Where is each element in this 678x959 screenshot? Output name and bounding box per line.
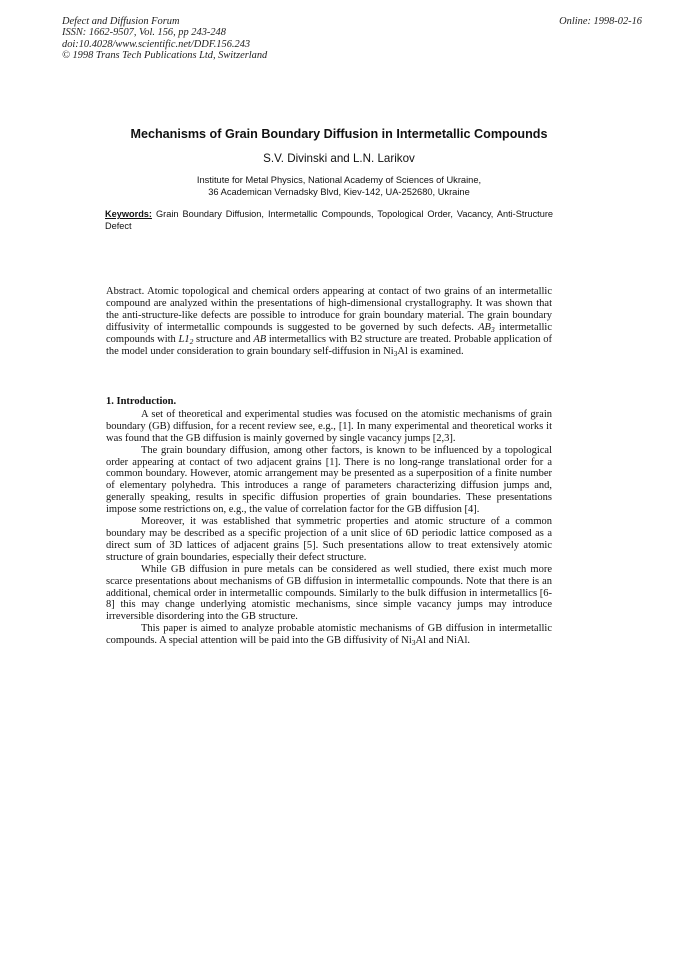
online-date: Online: 1998-02-16 — [559, 16, 642, 27]
abstract-text-2: intermetallic compounds with — [106, 321, 553, 345]
intro-paragraph-2: The grain boundary diffusion, among other factors, is known to be influenced by a topological order appearing at contact of two adjacent grains [1]. There is no long-range translational order for a common boundary. However, atomic arrangement may be presented as a superposition of a finite number of elementary polyhedra. This introduces a range of parameters characterizing diffusion jumps and, generally speaking, results in specific diffusion properties of grain boundaries. These presentations impose some restrictions on, e.g., the value of correlation factor for the GB diffusion [4]. — [106, 444, 552, 516]
intro-paragraph-1: A set of theoretical and experimental studies was focused on the atomistic mechanisms of grain boundary (GB) diffusion, for a recent review see, e.g., [1]. In many experimental and theoretical works it was found that the GB diffusion is mainly governed by single vacancy jumps [2,3]. — [106, 408, 552, 444]
abstract-text-1: Abstract. Atomic topological and chemical orders appearing at contact of two grains of an intermetallic compound are analyzed within the presentations of high-dimensional crystallography. It was shown that the anti-structure-like defects are possible to introduce for grain boundary material. The grain boundary diffusivity of intermetallic compounds is suggested to be governed by such defects. — [106, 286, 552, 333]
formula-l12: $L1_2$ — [178, 333, 194, 346]
introduction-section — [106, 396, 552, 647]
affiliation-line-2: 36 Academican Vernadsky Blvd, Kiev-142, UA-252680, Ukraine — [208, 186, 470, 197]
intro-paragraph-5: This paper is aimed to analyze probable atomistic mechanisms of GB diffusion in intermetallic compounds. A special attention will be paid into the GB diffusivity of $Ni_3Al$ and NiAl. — [106, 623, 552, 648]
affiliation-line-1: Institute for Metal Physics, National Academy of Sciences of Ukraine, — [196, 175, 482, 185]
journal-name: Defect and Diffusion Forum — [62, 16, 180, 27]
paper-authors: S.V. Divinski and L.N. Larikov — [263, 152, 415, 165]
abstract-text-4: intermetallics with B2 structure are treated. Probable application of the model under consideration to grain boundary self-diffusion in Ni — [106, 333, 552, 357]
paper-title: Mechanisms of Grain Boundary Diffusion in Intermetallic Compounds — [130, 127, 548, 141]
publication-metadata — [62, 16, 267, 61]
keywords-label: Keywords: — [105, 209, 152, 219]
abstract-paragraph — [106, 286, 552, 357]
doi-line: doi:10.4028/www.scientific.net/DDF.156.243 — [62, 38, 251, 50]
intro-paragraph-3: Moreover, it was established that symmetric properties and atomic structure of a common boundary may be described as a specific projection of a unit slice of 6D periodic lattice composed as a direct sum of 3D lattices of adjacent grains [5]. Such presentations allow to treat extensively atomic structure of grain boundaries, especially their defect structure. — [106, 516, 552, 563]
intro-paragraph-4: While GB diffusion in pure metals can be considered as well studied, there exist much more scarce presentations about mechanisms of GB diffusion in intermetallic compounds. Note that there is an additional, chemical order in intermetallic compounds. Similarly to the bulk diffusion in intermetallics [6-8] this may change underlying atomistic mechanisms, since simple vacancy jumps may introduce irreversible disordering into the GB structure. — [106, 563, 552, 623]
keywords-block — [105, 209, 553, 232]
formula-ab3: $AB_3$ — [478, 321, 495, 334]
copyright-line: © 1998 Trans Tech Publications Ltd, Switzerland — [62, 49, 268, 61]
abstract-text-3: structure and — [196, 333, 251, 345]
abstract — [106, 286, 552, 357]
section-heading: 1. Introduction. — [106, 396, 177, 407]
formula-ab: AB — [253, 333, 267, 345]
abstract-text-5: Al is examined. — [397, 345, 464, 357]
keywords-list: Grain Boundary Diffusion, Intermetallic Compounds, Topological Order, Vacancy, Anti-Structure Defect — [105, 209, 553, 231]
issn-line: ISSN: 1662-9507, Vol. 156, pp 243-248 — [62, 27, 226, 39]
ni3al-subscript: 3 — [393, 348, 398, 358]
affiliation — [0, 175, 678, 199]
